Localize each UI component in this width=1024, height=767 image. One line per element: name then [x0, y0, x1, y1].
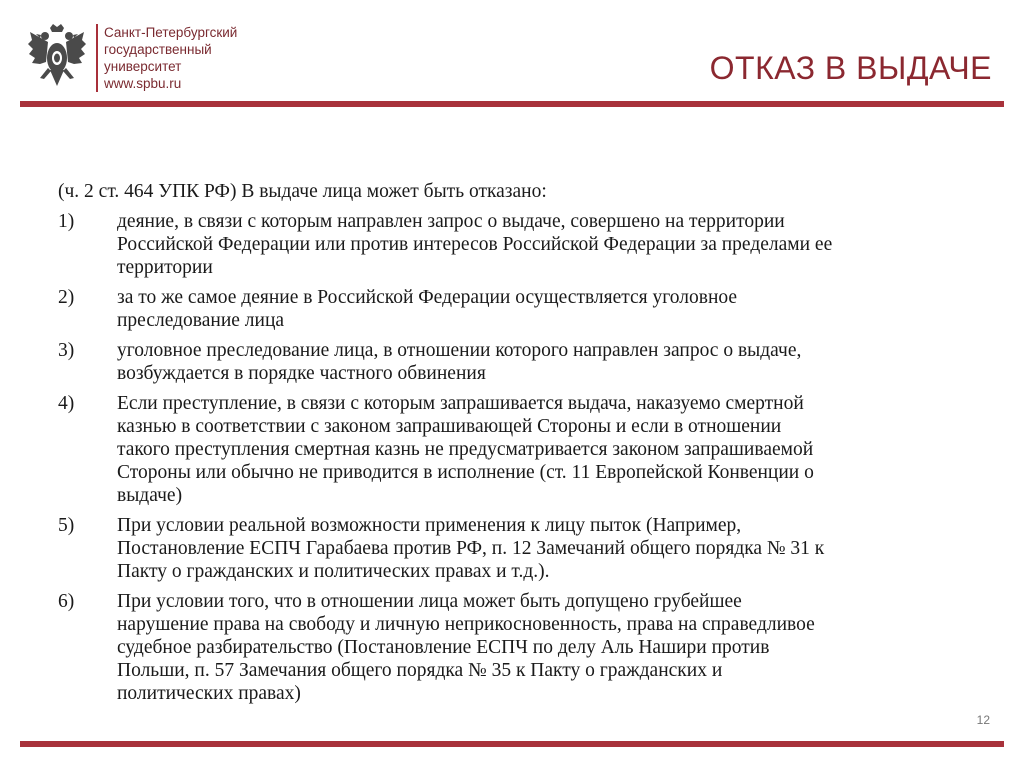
list-item-line: выдаче) — [117, 485, 183, 506]
page-number: 12 — [976, 713, 990, 727]
list-item — [58, 392, 958, 507]
logo-line: Санкт-Петербургский — [104, 25, 238, 40]
list-item-line: Польши, п. 57 Замечания общего порядка № 35 к Пакту о гражданских и — [117, 660, 723, 681]
list-item-text — [117, 514, 958, 583]
list-item-number: 4) — [58, 393, 75, 414]
refusal-grounds-list — [58, 210, 958, 705]
top-divider — [20, 101, 1004, 107]
list-item-line: Стороны или обычно не приводится в исполнение (ст. 11 Европейской Конвенции о — [117, 462, 814, 483]
list-item-line: При условии того, что в отношении лица может быть допущено грубейшее — [117, 591, 742, 612]
list-item-line: деяние, в связи с которым направлен запрос о выдаче, совершено на территории — [117, 211, 785, 232]
list-item-number: 5) — [58, 515, 75, 536]
list-item-line: возбуждается в порядке частного обвинения — [117, 363, 486, 384]
list-item-line: такого преступления смертная казнь не предусматривается законом запрашиваемой — [117, 439, 814, 460]
list-item-line: Если преступление, в связи с которым запрашивается выдача, наказуемо смертной — [117, 393, 804, 414]
list-item-line: политических правах) — [117, 683, 301, 704]
list-item-number: 6) — [58, 591, 75, 612]
double-headed-eagle-icon — [26, 22, 88, 92]
list-item-line: преследование лица — [117, 310, 285, 331]
list-item-text — [117, 339, 958, 385]
list-item — [58, 590, 958, 705]
logo-line: государственный — [104, 42, 212, 57]
list-item-line: При условии реальной возможности применения к лицу пыток (Например, — [117, 515, 742, 536]
list-item-line: судебное разбирательство (Постановление ЕСПЧ по делу Аль Нашири против — [117, 637, 770, 658]
list-item-line: за то же самое деяние в Российской Федерации осуществляется уголовное — [117, 287, 738, 308]
list-item-line: территории — [117, 257, 213, 278]
intro-text: (ч. 2 ст. 464 УПК РФ) В выдаче лица может быть отказано: — [58, 181, 547, 202]
list-item-number: 1) — [58, 211, 75, 232]
list-item-text — [117, 286, 958, 332]
list-item — [58, 210, 958, 279]
bottom-divider — [20, 741, 1004, 747]
list-item-line: Постановление ЕСПЧ Гарабаева против РФ, п. 12 Замечаний общего порядка № 31 к — [117, 538, 825, 559]
list-item-line: уголовное преследование лица, в отношении которого направлен запрос о выдаче, — [117, 340, 802, 361]
list-item-text — [117, 392, 958, 507]
university-logo-text — [104, 24, 237, 92]
list-item-line: Российской Федерации или против интересов Российской Федерации за пределами ее — [117, 234, 833, 255]
list-item-number: 3) — [58, 340, 75, 361]
list-item-line: нарушение права на свободу и личную неприкосновенность, права на справедливое — [117, 614, 815, 635]
slide-body — [58, 180, 958, 712]
logo-line: университет — [104, 59, 182, 74]
list-item-line: Пакту о гражданских и политических правах и т.д.). — [117, 561, 550, 582]
list-item-line: казнью в соответствии с законом запрашивающей Стороны и если в отношении — [117, 416, 782, 437]
logo-divider — [96, 24, 98, 92]
list-item-text — [117, 590, 958, 705]
list-item-text — [117, 210, 958, 279]
list-item-number: 2) — [58, 287, 75, 308]
list-item — [58, 514, 958, 583]
list-item — [58, 339, 958, 385]
list-item — [58, 286, 958, 332]
slide-title: ОТКАЗ В ВЫДАЧЕ — [709, 50, 992, 86]
logo-url: www.spbu.ru — [104, 76, 182, 91]
